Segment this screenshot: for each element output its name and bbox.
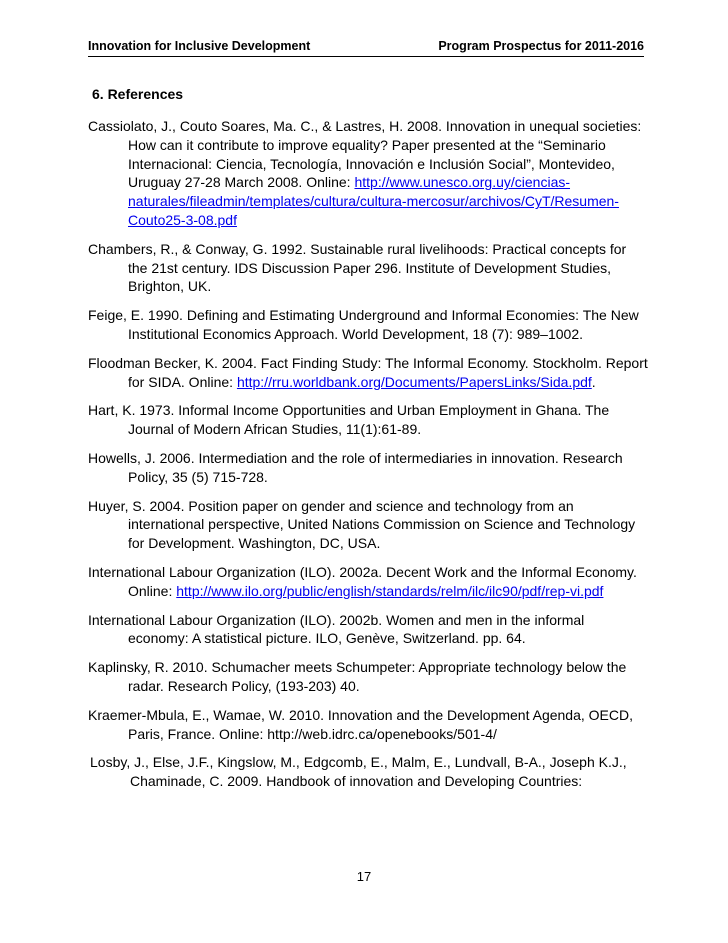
reference-item xyxy=(88,401,648,439)
header-program-title: Program Prospectus for 2011-2016 xyxy=(438,39,644,53)
reference-list xyxy=(88,117,648,801)
reference-text: Kaplinsky, R. 2010. Schumacher meets Schumpeter: Appropriate technology below the radar. Research Policy, (193-203) 40. xyxy=(88,659,627,694)
reference-text: Howells, J. 2006. Intermediation and the role of intermediaries in innovation. Research Policy, 35 (5) 715-728. xyxy=(88,449,623,485)
reference-text: Chambers, R., & Conway, G. 1992. Sustainable rural livelihoods: Practical concepts for the 21st century. IDS Discussion Paper 296. Institute of Development Studies, Brighton, UK. xyxy=(88,240,627,295)
reference-text: Kraemer-Mbula, E., Wamae, W. 2010. Innovation and the Development Agenda, OECD, Paris, France. Online: http://web.idrc.ca/openebooks/501-4/ xyxy=(88,706,633,742)
reference-text: Huyer, S. 2004. Position paper on gender and science and technology from an international perspective, United Nations Commission on Science and Technology for Development. Washington, DC, USA. xyxy=(88,497,636,552)
reference-item xyxy=(88,497,648,553)
reference-link[interactable]: http://www.unesco.org.uy/ciencias-naturales/fileadmin/templates/cultura/cultura-mercosur/archivos/CyT/Resumen-Couto25-3-08.pdf xyxy=(128,174,619,228)
reference-item xyxy=(88,354,648,392)
reference-text: Hart, K. 1973. Informal Income Opportunities and Urban Employment in Ghana. The Journal of Modern African Studies, 11(1):61-89. xyxy=(88,402,610,438)
section-title: 6. References xyxy=(92,86,184,102)
page-number: 17 xyxy=(356,869,372,884)
reference-item xyxy=(88,658,648,696)
reference-text: Losby, J., Else, J.F., Kingslow, M., Edgcomb, E., Malm, E., Lundvall, B-A., Joseph K.J., Chaminade, C. 2009. Handbook of innovation and Developing Countries: xyxy=(90,754,627,790)
reference-item xyxy=(88,563,648,601)
reference-text: International Labour Organization (ILO). 2002a. Decent Work and the Informal Economy. Online: xyxy=(88,563,637,599)
reference-text: Floodman Becker, K. 2004. Fact Finding Study: The Informal Economy. Stockholm. Report for SIDA. Online: xyxy=(88,354,648,390)
reference-item xyxy=(88,449,648,487)
reference-item xyxy=(88,611,648,649)
header-document-title: Innovation for Inclusive Development xyxy=(88,39,311,53)
reference-item xyxy=(90,753,648,791)
reference-link[interactable]: http://www.ilo.org/public/english/standards/relm/ilc/ilc90/pdf/rep-vi.pdf xyxy=(176,582,604,599)
reference-item xyxy=(88,306,648,344)
reference-item xyxy=(88,706,648,744)
reference-text: International Labour Organization (ILO). 2002b. Women and men in the informal economy: A statistical picture. ILO, Genève, Switzerland. pp. 64. xyxy=(88,611,585,647)
reference-text: Cassiolato, J., Couto Soares, Ma. C., & Lastres, H. 2008. Innovation in unequal societies: How can it contribute to improve equality? Paper presented at the “Seminario Internacional: Ciencia, Tecnología, Innovación e Inclusión Social”, Montevideo, Uruguay 27-28 March 2008. Online: xyxy=(88,118,642,191)
reference-link[interactable]: http://rru.worldbank.org/Documents/PapersLinks/Sida.pdf xyxy=(236,373,592,390)
reference-item xyxy=(88,117,648,230)
reference-text: Feige, E. 1990. Defining and Estimating Underground and Informal Economies: The New Institutional Economics Approach. World Development, 18 (7): 989–1002. xyxy=(88,307,639,342)
reference-text-tail: . xyxy=(591,373,596,390)
reference-item xyxy=(88,240,648,296)
header-divider xyxy=(88,56,644,57)
